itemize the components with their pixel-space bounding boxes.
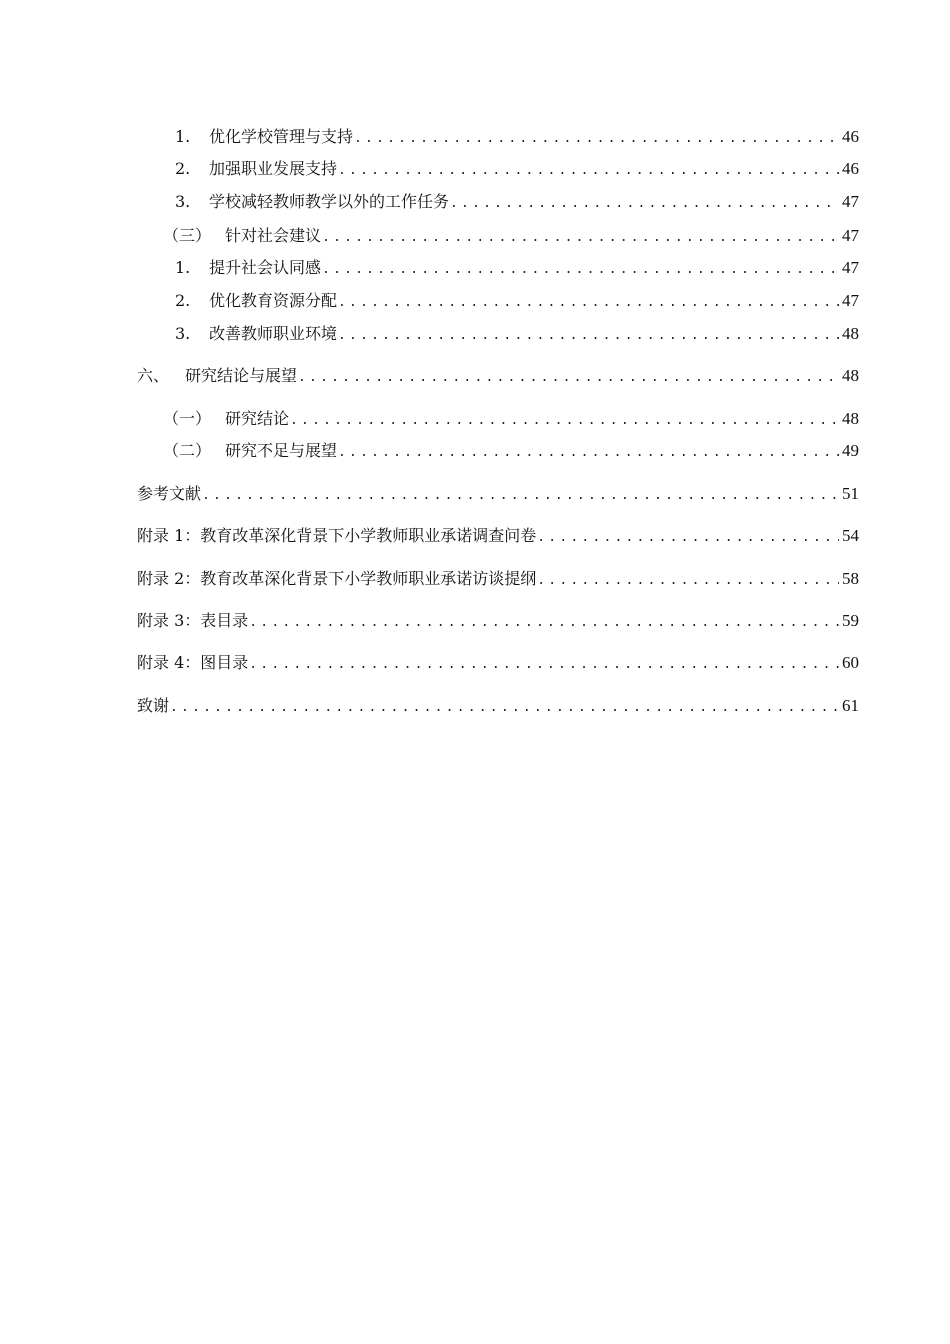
toc-entry-title: 参考文献 [137, 484, 202, 503]
toc-entry-title: 附录 2：教育改革深化背景下小学教师职业承诺访谈提纲 [137, 569, 537, 588]
toc-entry-title: 研究不足与展望 [225, 441, 338, 460]
toc-entry-number: 1. [175, 127, 191, 146]
toc-entry-title: 学校减轻教师教学以外的工作任务 [209, 192, 450, 211]
toc-dot-leader [338, 440, 839, 466]
toc-entry-page: 47 [842, 226, 859, 245]
toc-entry[interactable] [137, 523, 859, 549]
toc-entry[interactable] [137, 481, 859, 507]
toc-dot-leader [249, 610, 839, 636]
toc-entry-title: 优化学校管理与支持 [209, 127, 354, 146]
toc-dot-leader [322, 257, 839, 283]
toc-entry-title: 提升社会认同感 [209, 258, 322, 277]
toc-entry[interactable] [137, 363, 859, 389]
toc-dot-leader [354, 126, 839, 152]
toc-entry-page: 54 [842, 526, 859, 545]
toc-entry[interactable] [137, 438, 859, 464]
toc-entry-title: 附录 3：表目录 [137, 611, 249, 630]
toc-entry-number: （三） [163, 226, 212, 245]
toc-entry-page: 46 [842, 159, 859, 178]
toc-entry-page: 61 [842, 696, 859, 715]
toc-entry-page: 58 [842, 569, 859, 588]
toc-entry-page: 47 [842, 258, 859, 277]
toc-entry-title: 研究结论 [225, 409, 290, 428]
toc-entry[interactable] [137, 288, 859, 314]
toc-entry[interactable] [137, 650, 859, 676]
toc-entry[interactable] [137, 566, 859, 592]
toc-entry-page: 59 [842, 611, 859, 630]
toc-entry-title: 针对社会建议 [225, 226, 322, 245]
toc-dot-leader [450, 191, 839, 217]
toc-entry-page: 49 [842, 441, 859, 460]
toc-entry-number: 3. [175, 192, 191, 211]
toc-entry-page: 48 [842, 366, 859, 385]
toc-dot-leader [338, 158, 839, 184]
toc-dot-leader [202, 483, 839, 509]
toc-dot-leader [249, 652, 839, 678]
toc-entry[interactable] [137, 223, 859, 249]
toc-entry-page: 48 [842, 324, 859, 343]
toc-entry-number: （二） [163, 441, 212, 460]
toc-entry-title: 加强职业发展支持 [209, 159, 338, 178]
toc-entry-title: 附录 1：教育改革深化背景下小学教师职业承诺调查问卷 [137, 526, 537, 545]
toc-entry-page: 60 [842, 653, 859, 672]
toc-entry-number: 2. [175, 291, 191, 310]
toc-dot-leader [537, 525, 839, 551]
toc-entry[interactable] [137, 406, 859, 432]
toc-entry[interactable] [137, 189, 859, 215]
toc-entry-page: 46 [842, 127, 859, 146]
toc-entry[interactable] [137, 608, 859, 634]
toc-entry[interactable] [137, 124, 859, 150]
toc-dot-leader [322, 225, 839, 251]
toc-entry-page: 48 [842, 409, 859, 428]
toc-entry[interactable] [137, 255, 859, 281]
toc-entry-number: 六、 [137, 366, 170, 385]
toc-entry-title: 优化教育资源分配 [209, 291, 338, 310]
toc-entry[interactable] [137, 321, 859, 347]
toc-entry-number: 2. [175, 159, 191, 178]
toc-dot-leader [170, 695, 839, 721]
toc-entry[interactable] [137, 156, 859, 182]
toc-entry-title: 改善教师职业环境 [209, 324, 338, 343]
toc-entry-number: （一） [163, 409, 212, 428]
toc-entry-page: 51 [842, 484, 859, 503]
toc-dot-leader [298, 365, 839, 391]
toc-entry[interactable] [137, 693, 859, 719]
toc-dot-leader [338, 323, 839, 349]
toc-entry-title: 研究结论与展望 [185, 366, 298, 385]
toc-entry-number: 1. [175, 258, 191, 277]
toc-entry-title: 附录 4：图目录 [137, 653, 249, 672]
toc-dot-leader [338, 290, 839, 316]
toc-entry-number: 3. [175, 324, 191, 343]
toc-dot-leader [290, 408, 839, 434]
toc-dot-leader [537, 568, 839, 594]
toc-entry-page: 47 [842, 192, 859, 211]
toc-entry-page: 47 [842, 291, 859, 310]
toc-entry-title: 致谢 [137, 696, 170, 715]
